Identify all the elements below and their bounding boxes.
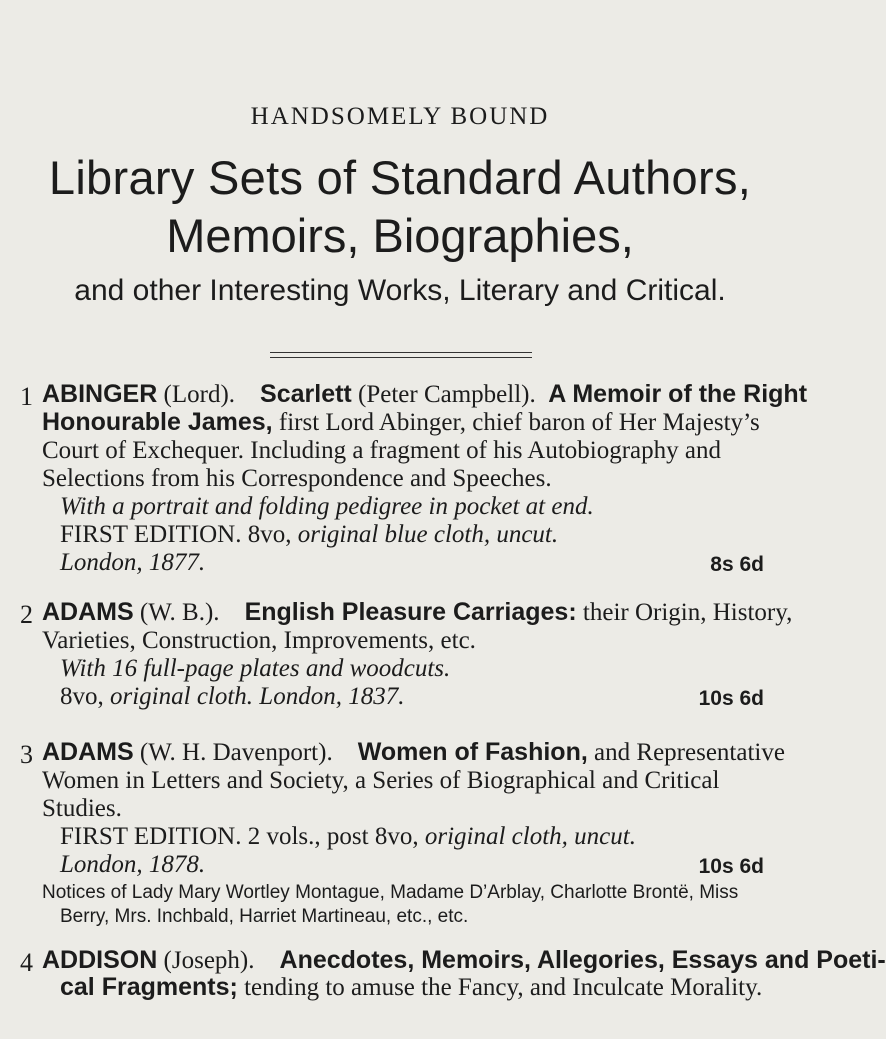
entry-price: 10s 6d bbox=[698, 855, 764, 878]
entry-title: English Pleasure Carriages: bbox=[244, 598, 577, 626]
entry-line: With a portrait and folding pedigree in pocket at end. bbox=[60, 493, 594, 520]
entry-imprint: London, 1877. bbox=[60, 549, 206, 576]
entry-title: A Memoir of the Right bbox=[548, 380, 808, 408]
entry-editor: Scarlett bbox=[260, 380, 352, 408]
entry-price: 10s 6d bbox=[698, 687, 764, 710]
entry-number: 4 bbox=[20, 948, 33, 977]
entry-number: 3 bbox=[20, 740, 33, 769]
entry-line: ADAMS (W. H. Davenport). Women of Fashion, and Representative bbox=[42, 738, 785, 766]
entry-author: ADDISON bbox=[42, 946, 158, 974]
entry-line: cal Fragments; tending to amuse the Fancy, and Inculcate Morality. bbox=[60, 973, 763, 1001]
entry-author: ABINGER bbox=[42, 380, 158, 408]
entry-note: Notices of Lady Mary Wortley Montague, Madame D’Arblay, Charlotte Brontë, Miss bbox=[42, 882, 739, 903]
entry-imprint: London, 1878. bbox=[60, 851, 206, 878]
header-other-works: and other Interesting Works, Literary and Critical. bbox=[74, 274, 726, 307]
header-handsomely-bound: HANDSOMELY BOUND bbox=[250, 103, 550, 130]
entry-line: Honourable James, first Lord Abinger, chief baron of Her Majesty’s bbox=[42, 408, 760, 436]
entry-line: Court of Exchequer. Including a fragment of his Autobiography and bbox=[42, 437, 722, 464]
entry-number: 2 bbox=[20, 600, 33, 629]
entry-line: Women in Letters and Society, a Series of Biographical and Critical bbox=[42, 767, 720, 794]
entry-line: With 16 full-page plates and woodcuts. bbox=[60, 655, 451, 682]
entry-title: Women of Fashion, bbox=[357, 738, 588, 766]
entry-title: Anecdotes, Memoirs, Allegories, Essays and Poeti- bbox=[279, 946, 886, 974]
entry-line: Varieties, Construction, Improvements, etc. bbox=[42, 627, 476, 654]
header-library-sets: Library Sets of Standard Authors, bbox=[48, 151, 752, 204]
entry-author: ADAMS bbox=[42, 598, 134, 626]
entry-author: ADAMS bbox=[42, 738, 134, 766]
header-divider bbox=[270, 352, 532, 358]
entry-line: ADDISON (Joseph). Anecdotes, Memoirs, Allegories, Essays and Poeti- bbox=[42, 946, 886, 974]
entry-line: FIRST EDITION. 2 vols., post 8vo, original cloth, uncut. bbox=[60, 823, 636, 850]
entry-price: 8s 6d bbox=[710, 553, 764, 576]
entry-number: 1 bbox=[20, 382, 33, 411]
entry-line: ADAMS (W. B.). English Pleasure Carriages: their Origin, History, bbox=[42, 598, 793, 626]
entry-line: ABINGER (Lord). Scarlett (Peter Campbell). A Memoir of the Right bbox=[42, 380, 808, 408]
entry-note: Berry, Mrs. Inchbald, Harriet Martineau, etc., etc. bbox=[60, 906, 469, 927]
entry-imprint: 8vo, original cloth. London, 1837. bbox=[60, 683, 405, 710]
entry-line: Selections from his Correspondence and Speeches. bbox=[42, 465, 552, 492]
entry-line: FIRST EDITION. 8vo, original blue cloth, uncut. bbox=[60, 521, 559, 548]
entry-line: Studies. bbox=[42, 795, 122, 822]
header-memoirs: Memoirs, Biographies, bbox=[166, 209, 634, 262]
